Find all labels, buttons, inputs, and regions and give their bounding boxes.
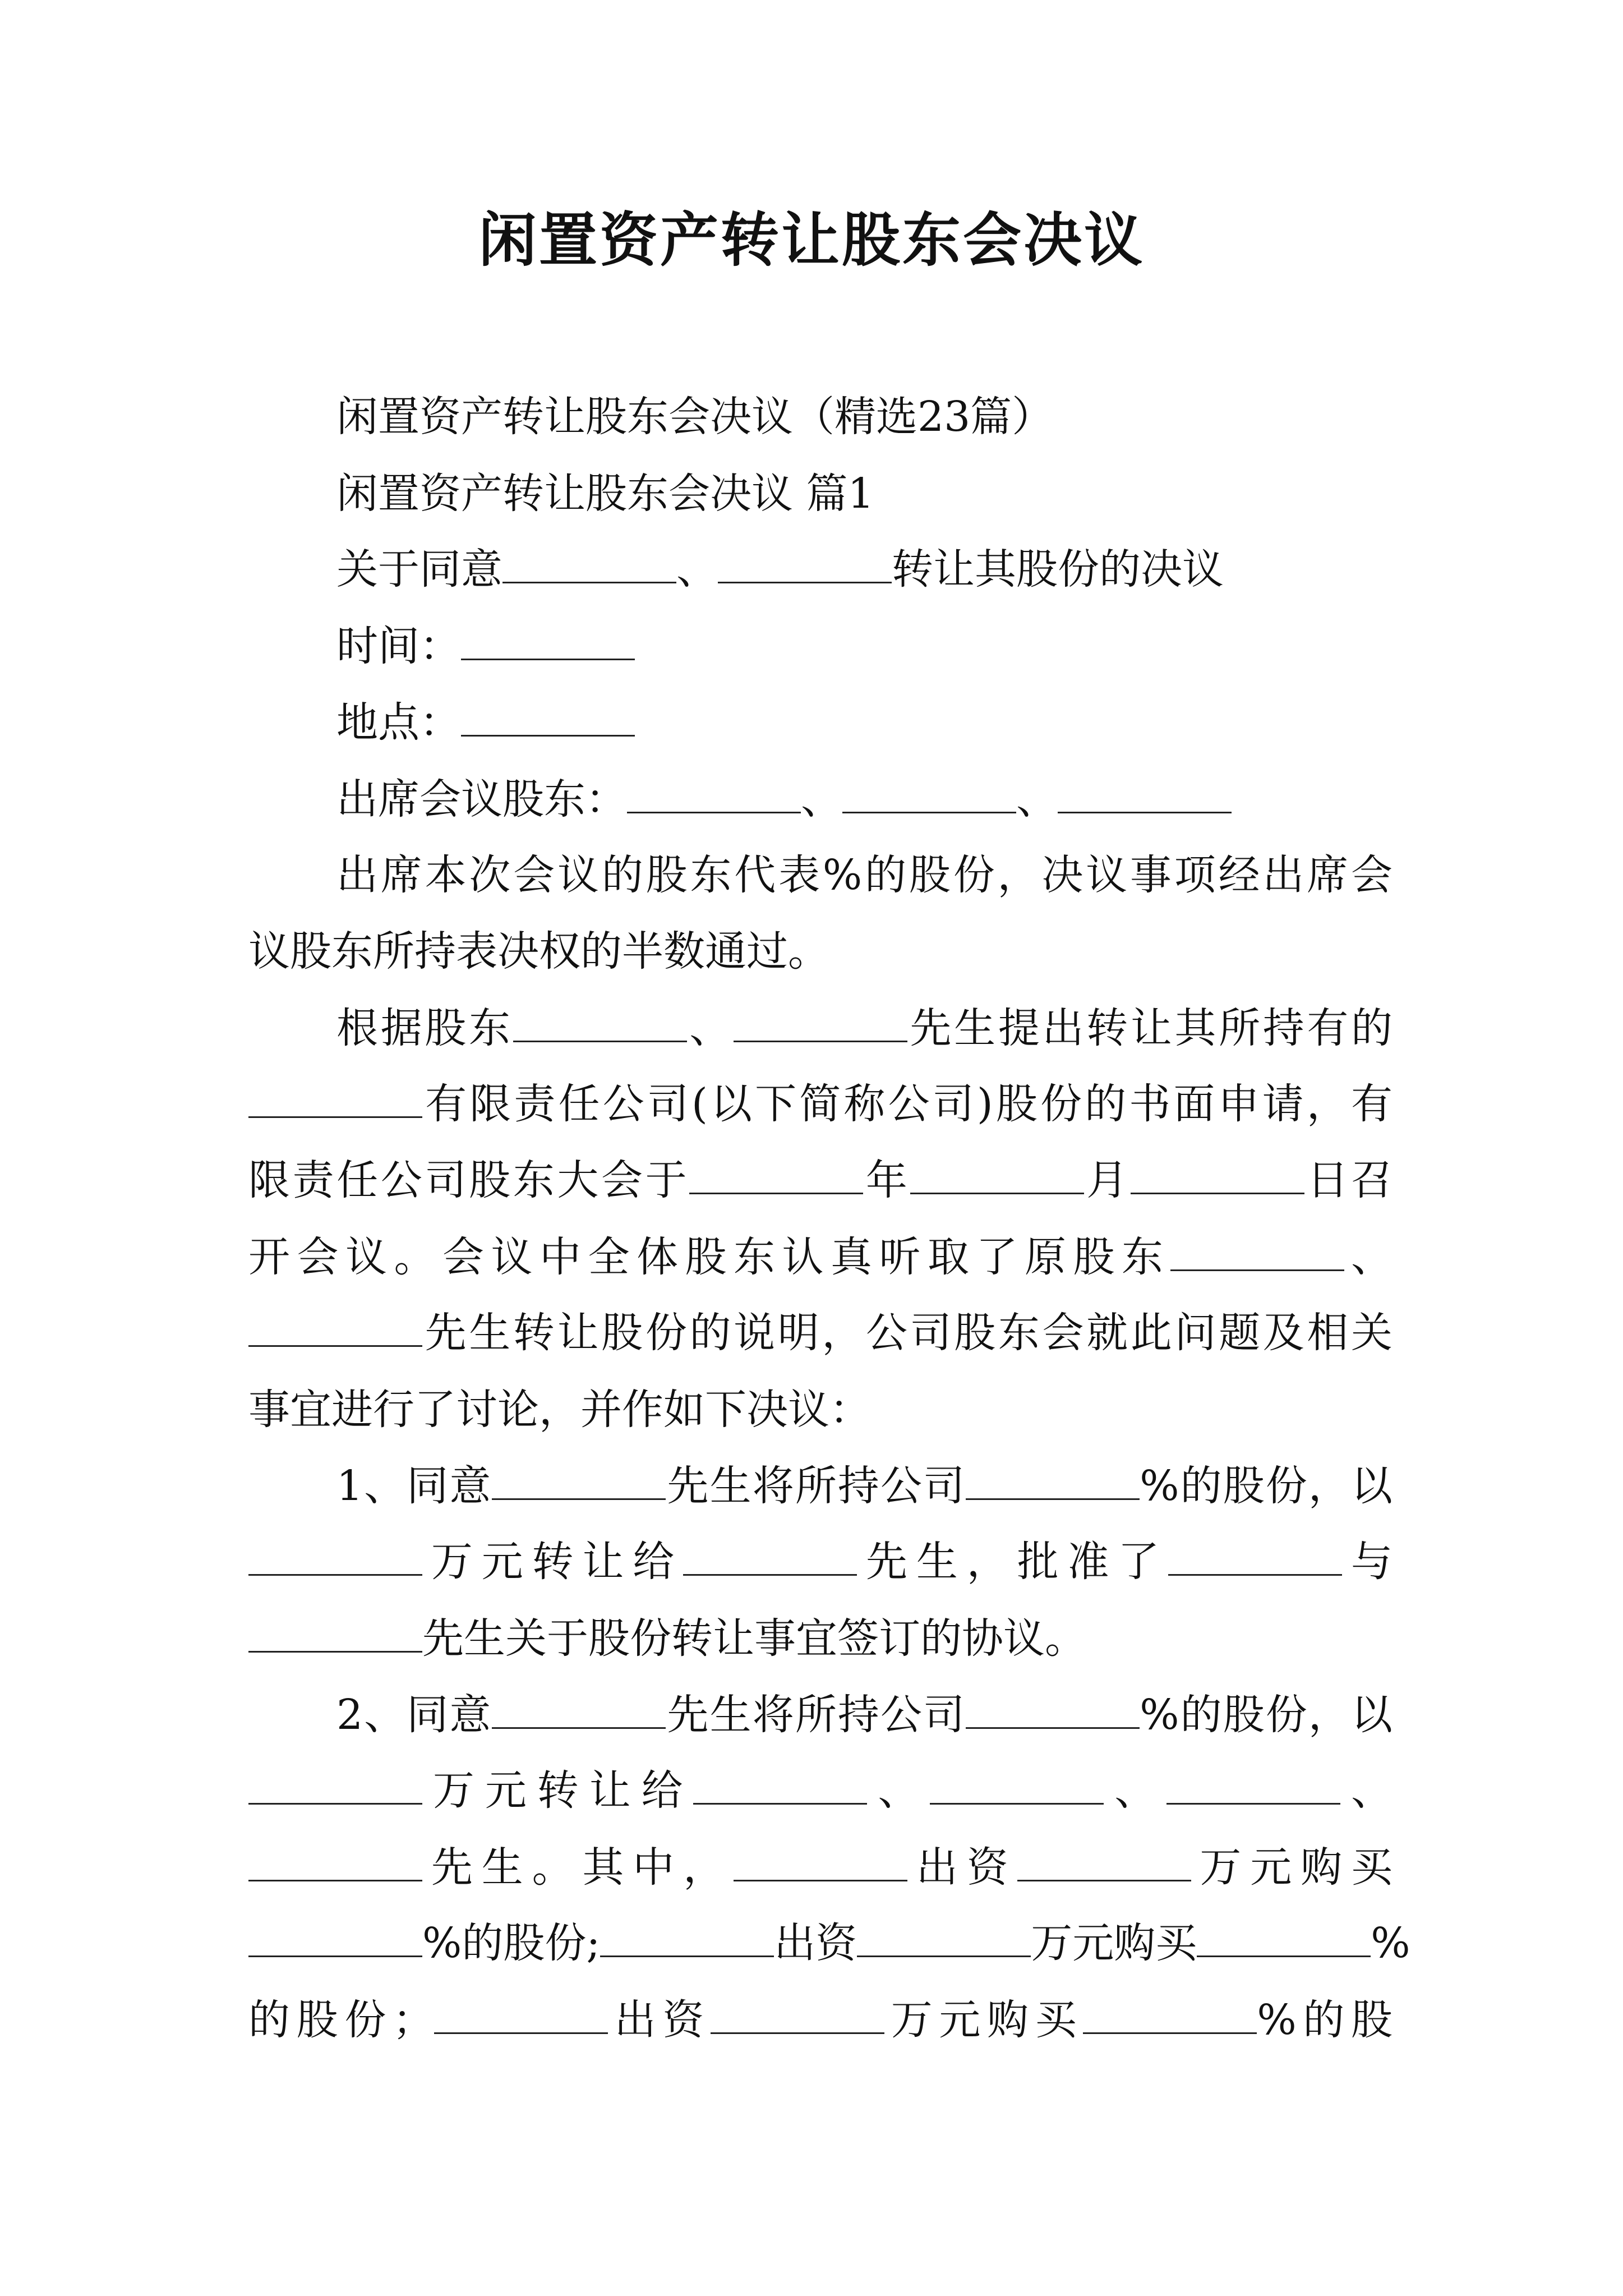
- text-line: [248, 1370, 1393, 1449]
- text-line: [248, 1904, 1410, 1982]
- text-segment: %的股份，以: [1140, 1462, 1393, 1510]
- text-segment: 出资: [608, 1996, 711, 2044]
- blank-field: [857, 1955, 1031, 1957]
- blank-field: [1017, 1879, 1191, 1881]
- blank-field: [248, 1573, 422, 1576]
- text-line: [336, 607, 1393, 685]
- blank-field: [248, 1955, 422, 1957]
- blank-field: [718, 581, 892, 583]
- text-segment: 、: [1344, 1233, 1393, 1281]
- text-line: [336, 378, 1393, 456]
- blank-field: [966, 1498, 1140, 1500]
- text-segment: 、: [1340, 1766, 1393, 1815]
- text-line: [336, 1447, 1393, 1525]
- text-segment: 出资: [774, 1919, 857, 1967]
- blank-field: [842, 811, 1016, 813]
- text-segment: 议股东所持表决权的半数通过。: [248, 927, 829, 976]
- text-segment: 先生关于股份转让事宜签订的协议。: [422, 1614, 1086, 1663]
- text-line: [336, 454, 1393, 533]
- text-segment: %: [1371, 1919, 1410, 1967]
- text-segment: %的股: [1257, 1996, 1393, 2044]
- text-segment: 2、同意: [336, 1691, 492, 1739]
- blank-field: [492, 1727, 666, 1729]
- blank-field: [689, 1192, 863, 1194]
- text-segment: 、: [676, 545, 718, 593]
- text-segment: 先生转让股份的说明，公司股东会就此问题及相关: [422, 1309, 1393, 1357]
- text-line: [336, 760, 1393, 839]
- text-line: [336, 1676, 1393, 1754]
- blank-field: [627, 811, 801, 813]
- text-segment: 根据股东: [336, 1004, 513, 1052]
- text-segment: 先生将所持公司: [666, 1462, 966, 1510]
- text-segment: 先生。其中，: [422, 1843, 734, 1892]
- text-segment: 月: [1083, 1156, 1131, 1204]
- blank-field: [248, 1345, 422, 1347]
- text-segment: 先生提出转让其所持有的: [907, 1004, 1393, 1052]
- text-line: [336, 836, 1393, 914]
- text-segment: 日召: [1304, 1156, 1393, 1204]
- blank-field: [600, 1955, 774, 1957]
- blank-field: [1083, 2032, 1257, 2034]
- text-line: [248, 1828, 1393, 1907]
- blank-field: [248, 1879, 422, 1881]
- text-segment: 出席会议股东：: [336, 775, 627, 823]
- text-line: [336, 683, 1393, 762]
- text-segment: 有限责任公司(以下简称公司)股份的书面申请，有: [422, 1080, 1393, 1128]
- blank-field: [461, 658, 635, 660]
- text-segment: 关于同意: [336, 545, 502, 593]
- blank-field: [1058, 811, 1232, 813]
- text-line: [336, 530, 1393, 609]
- blank-field: [1131, 1192, 1304, 1194]
- text-segment: 年: [863, 1156, 910, 1204]
- text-segment: 、: [686, 1004, 734, 1052]
- text-segment: 、: [1016, 775, 1058, 823]
- text-segment: 先生将所持公司: [666, 1691, 966, 1739]
- text-line: [248, 1218, 1393, 1296]
- text-segment: 出席本次会议的股东代表%的股份，决议事项经出席会: [336, 851, 1393, 899]
- blank-field: [248, 1650, 422, 1653]
- blank-field: [683, 1573, 857, 1576]
- blank-field: [1170, 1269, 1344, 1271]
- text-line: [248, 1751, 1393, 1830]
- text-segment: 万元购买: [1031, 1919, 1197, 1967]
- text-line: [248, 1599, 1393, 1678]
- text-segment: 先生，批准了: [857, 1538, 1169, 1586]
- text-segment: %的股份，以: [1140, 1691, 1393, 1739]
- blank-field: [1168, 1573, 1342, 1576]
- text-line: [248, 1981, 1393, 2059]
- blank-field: [492, 1498, 666, 1500]
- text-segment: 万元转让给: [422, 1766, 694, 1815]
- text-segment: 开会议。会议中全体股东认真听取了原股东: [248, 1233, 1170, 1281]
- blank-field: [1197, 1955, 1371, 1957]
- blank-field: [711, 2032, 884, 2034]
- blank-field: [693, 1802, 867, 1805]
- text-line: [248, 1065, 1393, 1143]
- text-line: [248, 1522, 1393, 1601]
- text-line: [248, 1141, 1393, 1220]
- text-segment: 限责任公司股东大会于: [248, 1156, 690, 1204]
- text-segment: 与: [1342, 1538, 1393, 1586]
- blank-field: [734, 1879, 907, 1881]
- blank-field: [1166, 1802, 1340, 1805]
- text-segment: 、: [867, 1766, 930, 1815]
- text-line: [336, 989, 1393, 1068]
- text-segment: 闲置资产转让股东会决议 篇1: [336, 470, 874, 518]
- document-title: 闲置资产转让股东会决议: [478, 205, 1145, 274]
- blank-field: [461, 734, 635, 737]
- blank-field: [513, 1040, 687, 1042]
- text-segment: 万元购买: [1191, 1843, 1393, 1892]
- text-segment: 出资: [907, 1843, 1017, 1892]
- text-segment: 1、同意: [336, 1462, 492, 1510]
- blank-field: [248, 1116, 422, 1118]
- text-segment: 、: [801, 775, 842, 823]
- text-segment: 时间：: [336, 622, 461, 670]
- blank-field: [930, 1802, 1104, 1805]
- blank-field: [434, 2032, 608, 2034]
- blank-field: [910, 1192, 1084, 1194]
- blank-field: [966, 1727, 1140, 1729]
- text-segment: 事宜进行了讨论，并作如下决议：: [248, 1386, 871, 1434]
- blank-field: [248, 1802, 422, 1805]
- text-segment: 闲置资产转让股东会决议（精选23篇）: [336, 393, 1054, 441]
- text-segment: 的股份；: [248, 1996, 435, 2044]
- blank-field: [734, 1040, 907, 1042]
- text-segment: 万元购买: [884, 1996, 1083, 2044]
- text-segment: 万元转让给: [422, 1538, 684, 1586]
- text-segment: 、: [1104, 1766, 1167, 1815]
- text-line: [248, 912, 1393, 991]
- text-segment: 转让其股份的决议: [892, 545, 1224, 593]
- text-line: [248, 1294, 1393, 1372]
- blank-field: [502, 581, 676, 583]
- text-segment: 地点：: [336, 698, 461, 747]
- text-segment: %的股份;: [422, 1919, 601, 1967]
